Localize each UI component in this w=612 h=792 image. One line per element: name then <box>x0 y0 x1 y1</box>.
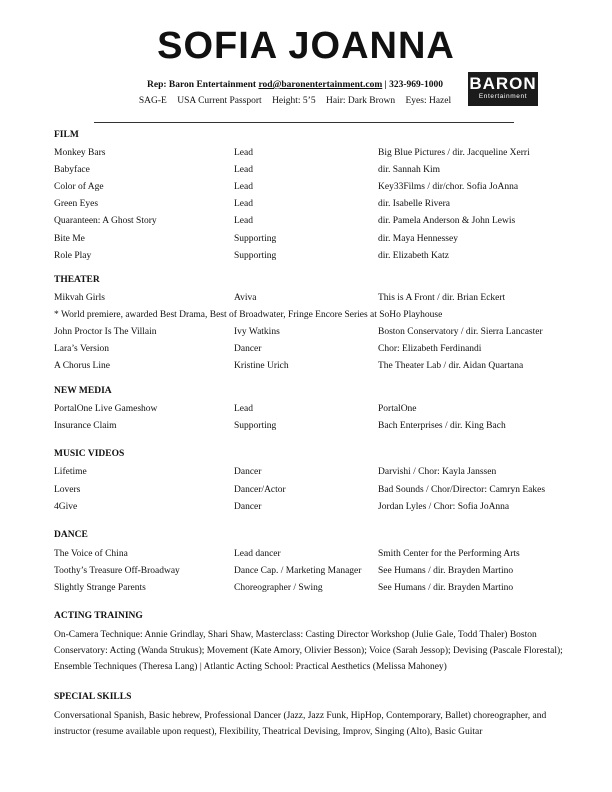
section-heading-acting-training: ACTING TRAINING <box>54 611 143 621</box>
logo-sub-text: Entertainment <box>478 93 528 100</box>
stat-height: Height: 5’5 <box>272 96 316 106</box>
credit-role: Dancer <box>234 344 262 354</box>
theater-row <box>54 342 574 356</box>
credit-title: Insurance Claim <box>54 421 117 431</box>
film-row <box>54 146 574 160</box>
credit-role: Supporting <box>234 421 277 431</box>
credit-role: Lead <box>234 148 253 158</box>
credit-company: See Humans / dir. Brayden Martino <box>378 583 514 593</box>
credit-company: See Humans / dir. Brayden Martino <box>378 566 514 576</box>
credit-role: Kristine Urich <box>234 361 289 371</box>
theater-note: * World premiere, awarded Best Drama, Best of Broadwater, Fringe Encore Series at SoHo Playhouse <box>54 310 443 320</box>
credit-company: Jordan Lyles / Chor: Sofia JoAnna <box>378 502 510 512</box>
film-row <box>54 214 574 228</box>
credit-role: Dancer <box>234 467 262 477</box>
credit-role: Choreographer / Swing <box>234 583 323 593</box>
credit-role: Supporting <box>234 234 277 244</box>
credit-role: Dancer/Actor <box>234 485 286 495</box>
credit-title: Slightly Strange Parents <box>54 583 146 593</box>
credit-title: Role Play <box>54 251 92 261</box>
dance-row <box>54 581 574 595</box>
section-heading-special-skills: SPECIAL SKILLS <box>54 692 132 702</box>
stat-eyes: Eyes: Hazel <box>405 96 452 106</box>
section-heading-new-media: NEW MEDIA <box>54 386 112 396</box>
credit-company: Bad Sounds / Chor/Director: Camryn Eakes <box>378 485 546 495</box>
credit-company: Smith Center for the Performing Arts <box>378 549 520 559</box>
section-heading-dance: DANCE <box>54 530 88 540</box>
credit-role: Supporting <box>234 251 277 261</box>
rep-phone: | 323-969-1000 <box>384 80 443 90</box>
credit-title: Quaranteen: A Ghost Story <box>54 216 157 226</box>
credit-title: Color of Age <box>54 182 104 192</box>
film-row <box>54 249 574 263</box>
credit-title: John Proctor Is The Villain <box>54 327 157 337</box>
credit-title: Lifetime <box>54 467 87 477</box>
rep-email-link[interactable]: rod@baronentertainment.com <box>258 80 383 90</box>
credit-company: The Theater Lab / dir. Aidan Quartana <box>378 361 524 371</box>
stat-passport: USA Current Passport <box>177 96 262 106</box>
credit-company: dir. Elizabeth Katz <box>378 251 449 261</box>
film-row <box>54 163 574 177</box>
credit-company: dir. Isabelle Rivera <box>378 199 451 209</box>
rep-agency: Rep: Baron Entertainment <box>147 80 257 90</box>
credit-company: Chor: Elizabeth Ferdinandi <box>378 344 482 354</box>
credit-title: Mikvah Girls <box>54 293 105 303</box>
credit-role: Aviva <box>234 293 257 303</box>
credit-title: Monkey Bars <box>54 148 106 158</box>
page-title: SOFIA JOANNA <box>157 25 455 67</box>
film-row <box>54 232 574 246</box>
credit-title: A Chorus Line <box>54 361 110 371</box>
credit-company: dir. Pamela Anderson & John Lewis <box>378 216 516 226</box>
special-skills-text: Conversational Spanish, Basic hebrew, Professional Dancer (Jazz, Jazz Funk, HipHop, Contemporary, Ballet) choreographer, and instructor (resume available upon request), Flexibility, Theatrical Devising, Improv, Singing (Alto), Basic Guitar <box>54 711 547 737</box>
credit-role: Lead <box>234 404 253 414</box>
credit-company: This is A Front / dir. Brian Eckert <box>378 293 506 303</box>
stat-union: SAG-E <box>138 96 167 106</box>
credit-title: Toothy’s Treasure Off-Broadway <box>54 566 180 576</box>
credit-company: Boston Conservatory / dir. Sierra Lancaster <box>378 327 543 337</box>
credit-title: Babyface <box>54 165 90 175</box>
credit-company: dir. Sannah Kim <box>378 165 441 175</box>
section-heading-film: FILM <box>54 130 79 140</box>
credit-role: Dance Cap. / Marketing Manager <box>234 566 362 576</box>
dance-row <box>54 547 574 561</box>
dance-row <box>54 564 574 578</box>
credit-title: PortalOne Live Gameshow <box>54 404 158 414</box>
stat-hair: Hair: Dark Brown <box>325 96 396 106</box>
credit-company: PortalOne <box>378 404 417 414</box>
credit-title: Lovers <box>54 485 81 495</box>
theater-row <box>54 291 574 305</box>
film-row <box>54 197 574 211</box>
music-video-row <box>54 465 574 479</box>
music-video-row <box>54 483 574 497</box>
credit-company: Key33Films / dir/chor. Sofia JoAnna <box>378 182 519 192</box>
credit-company: dir. Maya Hennessey <box>378 234 458 244</box>
credit-company: Big Blue Pictures / dir. Jacqueline Xerri <box>378 148 530 158</box>
credit-role: Ivy Watkins <box>234 327 280 337</box>
theater-row <box>54 325 574 339</box>
theater-row <box>54 359 574 373</box>
credit-role: Lead <box>234 165 253 175</box>
music-video-row <box>54 500 574 514</box>
film-row <box>54 180 574 194</box>
new-media-row <box>54 419 574 433</box>
section-heading-theater: THEATER <box>54 275 100 285</box>
credit-role: Dancer <box>234 502 262 512</box>
credit-role: Lead <box>234 182 253 192</box>
header-divider <box>94 122 514 123</box>
credit-title: 4Give <box>54 502 78 512</box>
credit-company: Bach Enterprises / dir. King Bach <box>378 421 506 431</box>
credit-title: Green Eyes <box>54 199 99 209</box>
credit-company: Darvishi / Chor: Kayla Janssen <box>378 467 497 477</box>
credit-title: Lara’s Version <box>54 344 109 354</box>
acting-training-text: On-Camera Technique: Annie Grindlay, Shari Shaw, Masterclass: Casting Director Workshop (Julie Gale, Todd Thaler) Boston Conservatory: Acting (Wanda Strukus); Movement (Kate Amory, Olivier Besson); Voice (Sarah Jessop); Devising (Pascale Florestal); Ensemble Techniques (Theresa Lang) | Atlantic Acting School: Practical Aesthetics (Melissa Mahoney) <box>54 630 563 672</box>
logo-main-text: BARON <box>469 74 537 93</box>
section-heading-music-videos: MUSIC VIDEOS <box>54 449 125 459</box>
new-media-row <box>54 402 574 416</box>
credit-title: The Voice of China <box>54 549 128 559</box>
credit-role: Lead dancer <box>234 549 281 559</box>
credit-role: Lead <box>234 216 253 226</box>
credit-role: Lead <box>234 199 253 209</box>
baron-logo <box>468 72 538 106</box>
credit-title: Bite Me <box>54 234 85 244</box>
